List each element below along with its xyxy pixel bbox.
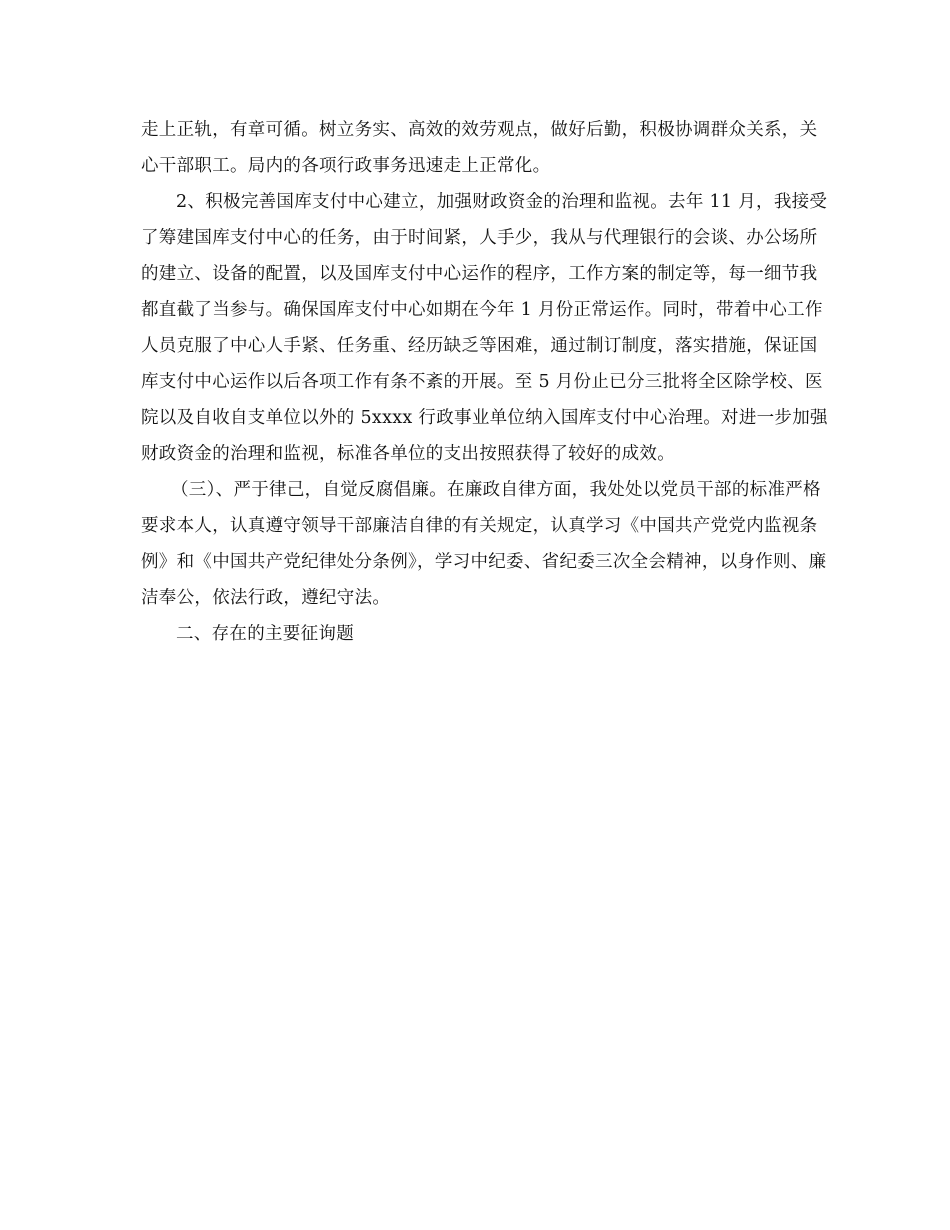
- paragraph-self-discipline: （三）、严于律己，自觉反腐倡廉。在廉政自律方面，我处处以党员干部的标准严格要求本人，认真遵守领导干部廉洁自律的有关规定，认真学习《中国共产党党内监视条例》和《中国共产党纪律处分条例》，学习中纪委、省纪委三次全会精神，以身作则、廉洁奉公，依法行政，遵纪守法。: [141, 480, 827, 608]
- section-heading-main-problems: 二、存在的主要征询题: [176, 624, 354, 644]
- document-body: [141, 112, 833, 652]
- paragraph-continuation: 走上正轨，有章可循。树立务实、高效的效劳观点，做好后勤，积极协调群众关系，关心干部职工。局内的各项行政事务迅速走上正常化。: [141, 120, 818, 176]
- paragraph-treasury-center: 2、积极完善国库支付中心建立，加强财政资金的治理和监视。去年 11 月，我接受了筹建国库支付中心的任务，由于时间紧，人手少，我从与代理银行的会谈、办公场所的建立、设备的配置，以及国库支付中心运作的程序，工作方案的制定等，每一细节我都直截了当参与。确保国库支付中心如期在今年 1 月份正常运作。同时，带着中心工作人员克服了中心人手紧、任务重、经历缺乏等困难，通过制订制度，落实措施，保证国库支付中心运作以后各项工作有条不紊的开展。至 5 月份止已分三批将全区除学校、医院以及自收自支单位以外的 5xxxx 行政事业单位纳入国库支付中心治理。对进一步加强财政资金的治理和监视，标准各单位的支出按照获得了较好的成效。: [141, 192, 828, 464]
